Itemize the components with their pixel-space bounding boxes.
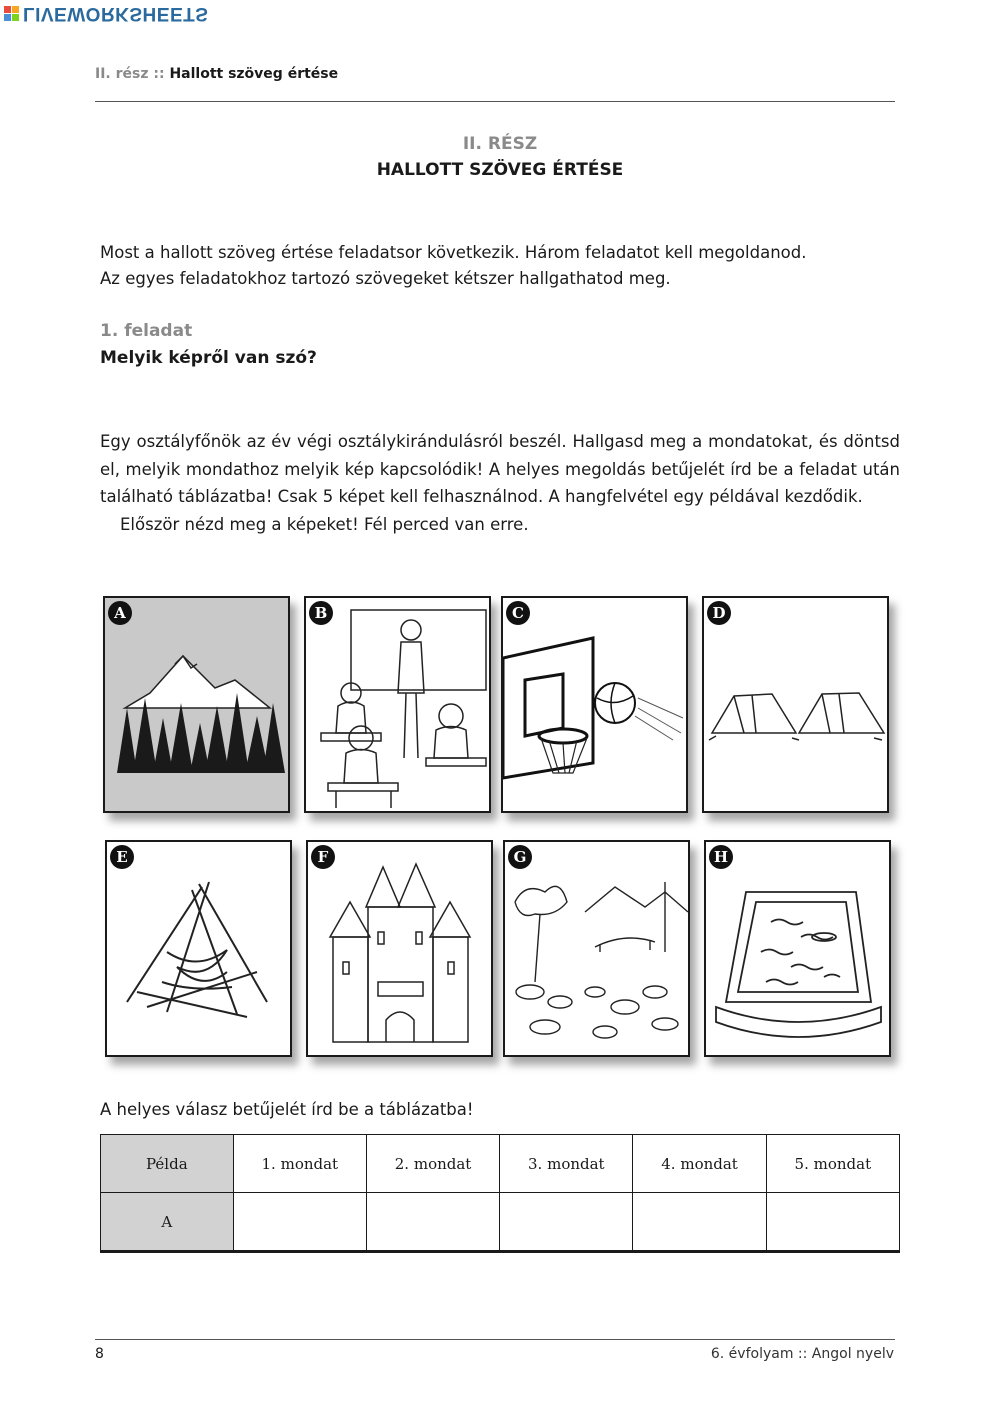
swimming-pool-icon xyxy=(706,842,889,1055)
basketball-hoop-icon xyxy=(503,598,686,811)
answer-cell-4[interactable] xyxy=(633,1193,766,1252)
header-divider xyxy=(95,101,895,102)
picture-letter-g: G xyxy=(508,845,532,869)
instructions-paragraph: Egy osztályfőnök az év végi osztálykirándulásról beszél. Hallgasd meg a mondatokat, és döntsd el, melyik mondathoz melyik kép kapcsolódik! A helyes megoldás betűjelét írd be a feladat után található táblázatba! Csak 5 képet kell felhasználnod. A hangfelvétel egy példával kezdődik. xyxy=(100,432,900,506)
campfire-icon xyxy=(107,842,290,1055)
table-answer-row xyxy=(101,1193,900,1252)
tents-icon xyxy=(704,598,887,811)
table-header-row xyxy=(101,1135,900,1193)
picture-letter-e: E xyxy=(110,845,134,869)
page-number: 8 xyxy=(95,1346,104,1362)
task-question: Melyik képről van szó? xyxy=(100,348,317,368)
breadcrumb-part: II. rész :: xyxy=(95,66,165,82)
answer-instruction: A helyes válasz betűjelét írd be a táblázatba! xyxy=(100,1100,474,1119)
part-title: II. RÉSZ xyxy=(462,134,538,154)
logo xyxy=(4,2,208,24)
breadcrumb-title: Hallott szöveg értése xyxy=(169,66,339,82)
footer-divider xyxy=(95,1339,895,1340)
answer-cell-5[interactable] xyxy=(766,1193,899,1252)
table-header-cell: 4. mondat xyxy=(633,1135,766,1193)
classroom-icon xyxy=(306,598,489,811)
picture-letter-b: B xyxy=(309,601,333,625)
picture-card-a xyxy=(103,596,290,813)
picture-letter-d: D xyxy=(707,601,731,625)
intro-text xyxy=(100,240,900,292)
table-header-cell: 5. mondat xyxy=(766,1135,899,1193)
part-subtitle: HALLOTT SZÖVEG ÉRTÉSE xyxy=(376,160,624,180)
picture-letter-c: C xyxy=(506,601,530,625)
answer-table xyxy=(100,1134,900,1253)
logo-text: LIVEWORKSHEETS xyxy=(23,3,209,24)
intro-line-2: Az egyes feladatokhoz tartozó szövegeket kétszer hallgathatod meg. xyxy=(100,269,671,288)
picture-card-d xyxy=(702,596,889,813)
picture-letter-f: F xyxy=(311,845,335,869)
table-header-cell: Példa xyxy=(101,1135,234,1193)
task-label: 1. feladat xyxy=(100,321,193,341)
picture-letter-a: A xyxy=(108,601,132,625)
task-instructions xyxy=(100,428,900,538)
breadcrumb xyxy=(95,66,338,82)
forest-mountain-icon xyxy=(105,598,288,811)
table-header-cell: 1. mondat xyxy=(233,1135,366,1193)
logo-mark xyxy=(4,6,19,21)
picture-card-f xyxy=(306,840,493,1057)
picture-card-c xyxy=(501,596,688,813)
picture-card-h xyxy=(704,840,891,1057)
castle-icon xyxy=(308,842,491,1055)
answer-cell-1[interactable] xyxy=(233,1193,366,1252)
picture-card-e xyxy=(105,840,292,1057)
table-header-cell: 2. mondat xyxy=(366,1135,499,1193)
intro-line-1: Most a hallott szöveg értése feladatsor következik. Három feladatot kell megoldanod. xyxy=(100,243,807,262)
picture-card-b xyxy=(304,596,491,813)
example-answer-cell: A xyxy=(101,1193,234,1252)
picture-card-g xyxy=(503,840,690,1057)
answer-cell-3[interactable] xyxy=(500,1193,633,1252)
picture-letter-h: H xyxy=(709,845,733,869)
answer-cell-2[interactable] xyxy=(366,1193,499,1252)
footer-course: 6. évfolyam :: Angol nyelv xyxy=(710,1346,894,1362)
table-header-cell: 3. mondat xyxy=(500,1135,633,1193)
instructions-paragraph-2: Először nézd meg a képeket! Fél perced van erre. xyxy=(120,514,529,534)
river-landscape-icon xyxy=(505,842,688,1055)
